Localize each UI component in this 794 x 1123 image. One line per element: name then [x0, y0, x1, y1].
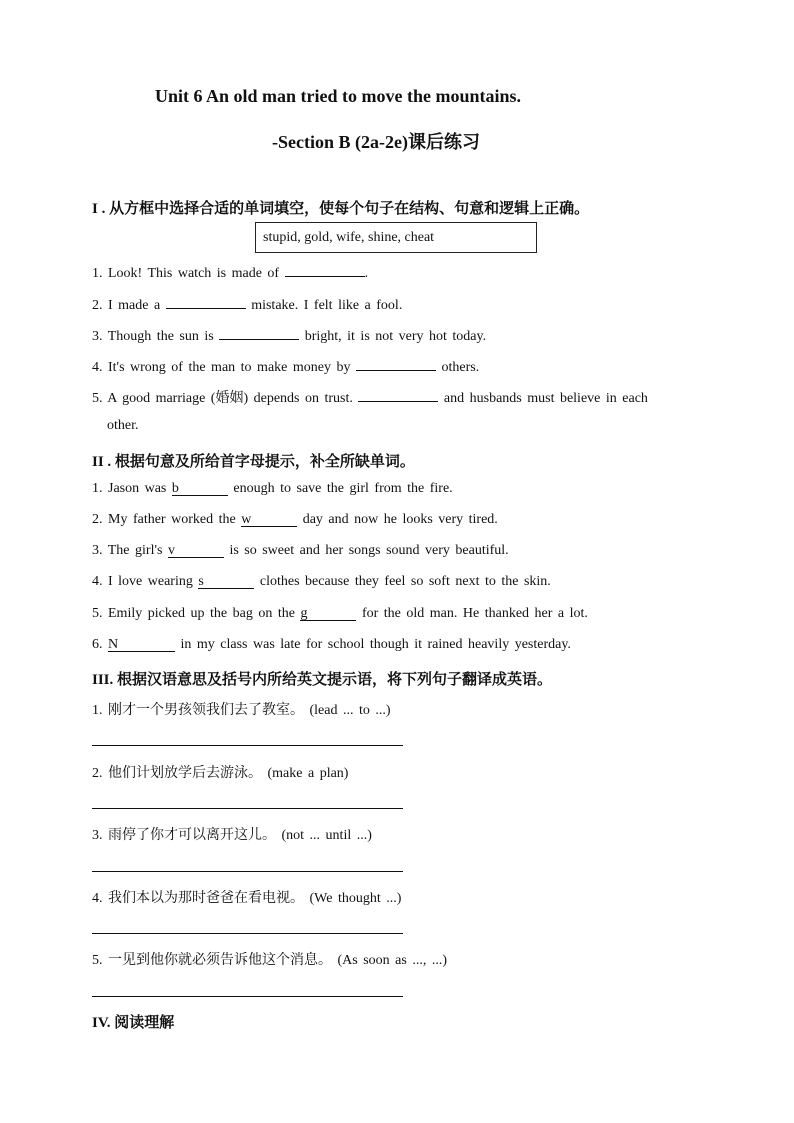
item-text: 4. I love wearing — [92, 574, 199, 589]
item-text: is so sweet and her songs sound very beautiful. — [223, 543, 509, 558]
item-text: 6. — [92, 637, 108, 652]
part1-item-5 — [92, 387, 648, 407]
answer-line[interactable] — [92, 996, 403, 997]
item-text: others. — [435, 360, 480, 375]
item-text: 2. I made a — [92, 298, 166, 313]
item-text: and husbands must believe in each — [438, 391, 648, 406]
answer-blank[interactable] — [172, 481, 228, 496]
part3-heading: III. 根据汉语意思及括号内所给英文提示语，将下列句子翻译成英语。 — [92, 672, 553, 688]
item-text: . — [364, 266, 369, 281]
answer-blank[interactable] — [285, 262, 365, 277]
answer-blank[interactable] — [356, 356, 436, 371]
item-text: 3. The girl's — [92, 543, 168, 558]
item-text: 2. My father worked the — [92, 512, 242, 527]
answer-blank[interactable] — [168, 543, 224, 558]
part1-item-2 — [92, 294, 402, 314]
part3-item-3: 3. 雨停了你才可以离开这儿。 (not ... until ...) — [92, 828, 372, 843]
initial-letter: v — [167, 543, 175, 558]
answer-line[interactable] — [92, 871, 403, 872]
part4-heading: IV. 阅读理解 — [92, 1015, 175, 1031]
item-text: clothes because they feel so soft next to the skin. — [254, 574, 551, 589]
part1-item-4 — [92, 356, 479, 376]
part1-item-3 — [92, 325, 486, 345]
part3-item-2: 2. 他们计划放学后去游泳。 (make a plan) — [92, 766, 349, 781]
part2-item-4 — [92, 574, 551, 590]
part1-item-1 — [92, 262, 368, 282]
answer-blank[interactable] — [219, 325, 299, 340]
item-text: 3. Though the sun is — [92, 329, 220, 344]
item-text: 1. Jason was — [92, 481, 172, 496]
part2-item-3 — [92, 543, 509, 559]
initial-letter: g — [300, 606, 308, 621]
answer-line[interactable] — [92, 745, 403, 746]
part2-item-2 — [92, 512, 498, 528]
item-text: mistake. I felt like a fool. — [245, 298, 403, 313]
part2-item-1 — [92, 481, 453, 497]
word-box: stupid, gold, wife, shine, cheat — [255, 222, 537, 253]
initial-letter: N — [108, 637, 119, 652]
initial-letter: b — [171, 481, 179, 496]
worksheet-title: Unit 6 An old man tried to move the mountains. — [155, 86, 522, 106]
item-text: for the old man. He thanked her a lot. — [356, 606, 588, 621]
initial-letter: w — [241, 512, 252, 527]
answer-blank[interactable] — [241, 512, 297, 527]
answer-blank[interactable] — [300, 606, 356, 621]
part3-item-4: 4. 我们本以为那时爸爸在看电视。 (We thought ...) — [92, 891, 402, 906]
worksheet-subtitle: -Section B (2a-2e)课后练习 — [272, 132, 480, 152]
initial-letter: s — [198, 574, 204, 589]
part1-heading: I . 从方框中选择合适的单词填空，使每个句子在结构、句意和逻辑上正确。 — [92, 201, 590, 217]
answer-blank[interactable] — [108, 637, 175, 652]
item-text: in my class was late for school though it rained heavily yesterday. — [175, 637, 571, 652]
item-text: 5. Emily picked up the bag on the — [92, 606, 301, 621]
part3-item-1: 1. 刚才一个男孩领我们去了教室。 (lead ... to ...) — [92, 703, 391, 718]
item-text: enough to save the girl from the fire. — [227, 481, 453, 496]
item-text: day and now he looks very tired. — [297, 512, 498, 527]
part3-item-5: 5. 一见到他你就必须告诉他这个消息。 (As soon as ..., ...) — [92, 953, 447, 968]
item-text: 5. A good marriage (婚姻) depends on trust. — [92, 391, 359, 406]
answer-blank[interactable] — [166, 294, 246, 309]
part2-heading: II . 根据句意及所给首字母提示，补全所缺单词。 — [92, 454, 415, 470]
answer-line[interactable] — [92, 933, 403, 934]
item-text: bright, it is not very hot today. — [299, 329, 487, 344]
part1-item-5-continuation: other. — [107, 418, 139, 433]
part2-item-5 — [92, 606, 588, 622]
answer-line[interactable] — [92, 808, 403, 809]
item-text: 1. Look! This watch is made of — [92, 266, 285, 281]
item-text: 4. It's wrong of the man to make money by — [92, 360, 356, 375]
part2-item-6 — [92, 637, 571, 653]
answer-blank[interactable] — [198, 574, 254, 589]
answer-blank[interactable] — [358, 387, 438, 402]
